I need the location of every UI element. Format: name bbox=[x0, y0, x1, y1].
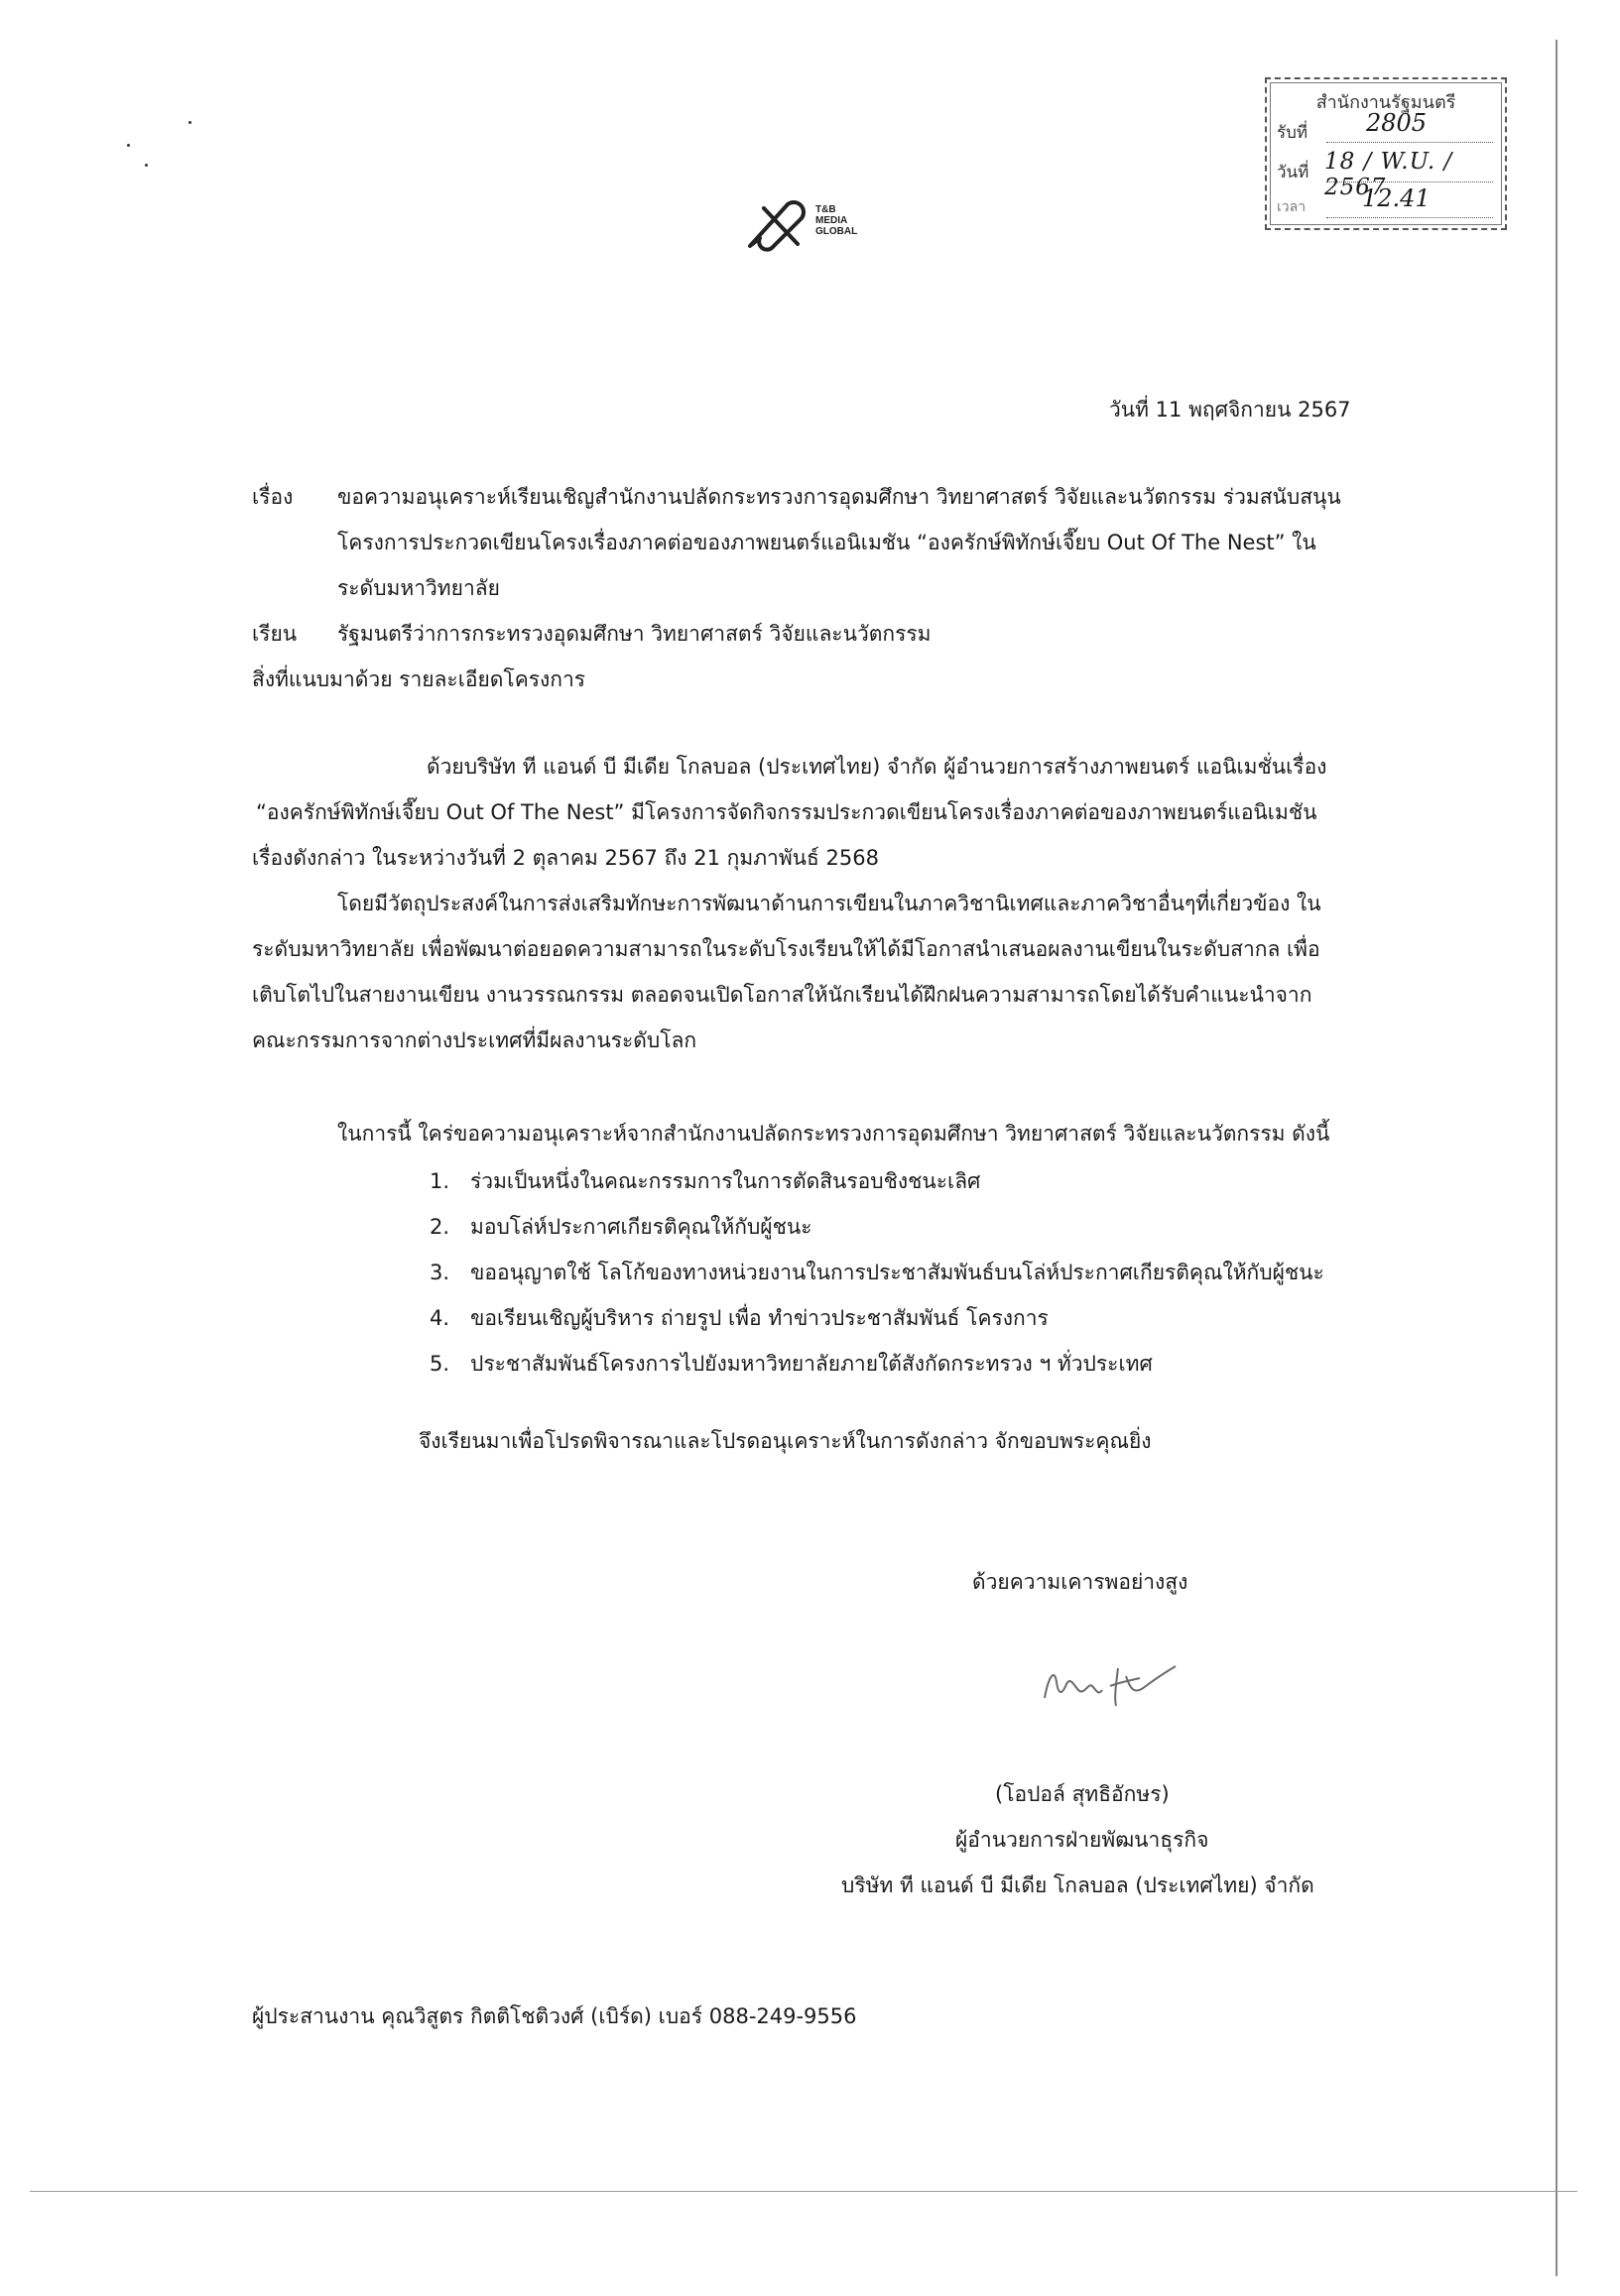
request-item-number: 3. bbox=[430, 1261, 450, 1284]
letter-date: วันที่ 11 พฤศจิกายน 2567 bbox=[1109, 398, 1351, 422]
paragraph2-line-4: คณะกรรมการจากต่างประเทศที่มีผลงานระดับโลก bbox=[252, 1028, 697, 1052]
attachment-line: สิ่งที่แนบมาด้วย รายละเอียดโครงการ bbox=[252, 667, 586, 691]
signer-name: (โอปอล์ สุทธิอักษร) bbox=[995, 1782, 1170, 1806]
stamp-date-value: 18 / W.U. / 2567 bbox=[1324, 149, 1453, 200]
logo-line-2: MEDIA bbox=[815, 215, 848, 226]
stamp-received-line bbox=[1326, 141, 1493, 143]
closing-paragraph: จึงเรียนมาเพื่อโปรดพิจารณาและโปรดอนุเคราะห์ในการดังกล่าว จักขอบพระคุณยิ่ง bbox=[419, 1429, 1152, 1453]
request-item-text: ขอเรียนเชิญผู้บริหาร ถ่ายรูป เพื่อ ทำข่าวประชาสัมพันธ์ โครงการ bbox=[470, 1306, 1049, 1330]
request-item-number: 5. bbox=[430, 1352, 450, 1376]
recipient-label: เรียน bbox=[252, 622, 298, 646]
request-item-text: มอบโล่ห์ประกาศเกียรติคุณให้กับผู้ชนะ bbox=[470, 1215, 812, 1239]
subject-line-2: โครงการประกวดเขียนโครงเรื่องภาคต่อของภาพยนตร์แอนิเมชัน “องครักษ์พิทักษ์เจี๊ยบ Out Of The Nest” ใน bbox=[337, 531, 1316, 554]
subject-line-1: ขอความอนุเคราะห์เรียนเชิญสำนักงานปลัดกระทรวงการอุดมศึกษา วิทยาศาสตร์ วิจัยและนวัตกรรม ร่วมสนับสนุน bbox=[337, 485, 1341, 509]
scan-edge-line bbox=[1556, 40, 1558, 2276]
subject-line-3: ระดับมหาวิทยาลัย bbox=[337, 576, 500, 600]
stamp-office: สำนักงานรัฐมนตรี bbox=[1315, 92, 1456, 113]
receipt-stamp bbox=[1265, 77, 1507, 230]
subject-label: เรื่อง bbox=[252, 485, 294, 509]
stamp-date-label: วันที่ bbox=[1277, 163, 1309, 182]
logo-line-1: T&B bbox=[815, 204, 836, 215]
request-item-number: 4. bbox=[430, 1306, 450, 1330]
coordinator-contact: ผู้ประสานงาน คุณวิสูตร กิตติโชติวงศ์ (เบิร์ด) เบอร์ 088-249-9556 bbox=[252, 2004, 857, 2028]
paragraph1-line-3: เรื่องดังกล่าว ในระหว่างวันที่ 2 ตุลาคม 2567 ถึง 21 กุมภาพันธ์ 2568 bbox=[252, 846, 879, 870]
request-item-text: ประชาสัมพันธ์โครงการไปยังมหาวิทยาลัยภายใต้สังกัดกระทรวง ฯ ทั่วประเทศ bbox=[470, 1352, 1153, 1376]
scan-speck bbox=[188, 121, 191, 124]
stamp-time-label: เวลา bbox=[1277, 199, 1307, 215]
logo-wordmark bbox=[815, 204, 857, 237]
request-item-text: ร่วมเป็นหนึ่งในคณะกรรมการในการตัดสินรอบชิงชนะเลิศ bbox=[470, 1169, 981, 1193]
company-logo bbox=[742, 188, 891, 258]
paragraph1-line-2: “องครักษ์พิทักษ์เจี๊ยบ Out Of The Nest” มีโครงการจัดกิจกรรมประกวดเขียนโครงเรื่องภาคต่อของภาพยนตร์แอนิเมชัน bbox=[256, 800, 1317, 824]
paragraph2-line-3: เติบโตไปในสายงานเขียน งานวรรณกรรม ตลอดจนเปิดโอกาสให้นักเรียนได้ฝึกฝนความสามารถโดยได้รับคำแนะนำจาก bbox=[252, 983, 1312, 1007]
paragraph1-line-1: ด้วยบริษัท ที แอนด์ บี มีเดีย โกลบอล (ประเทศไทย) จำกัด ผู้อำนวยการสร้างภาพยนตร์ แอนิเมชั่นเรื่อง bbox=[427, 755, 1327, 779]
stamp-time-line bbox=[1326, 216, 1493, 218]
handwritten-signature bbox=[1037, 1646, 1185, 1716]
stamp-received-no: 2805 bbox=[1366, 109, 1428, 137]
scan-bottom-line bbox=[30, 2191, 1577, 2192]
tb-logo-mark-icon bbox=[742, 188, 813, 258]
logo-line-3: GLOBAL bbox=[815, 226, 858, 237]
paragraph2-line-1: โดยมีวัตถุประสงค์ในการส่งเสริมทักษะการพัฒนาด้านการเขียนในภาควิชานิเทศและภาควิชาอื่นๆที่เกี่ยวข้อง ใน bbox=[337, 892, 1321, 915]
scan-speck bbox=[127, 144, 130, 147]
signer-company: บริษัท ที แอนด์ บี มีเดีย โกลบอล (ประเทศไทย) จำกัด bbox=[841, 1873, 1314, 1897]
paragraph2-line-2: ระดับมหาวิทยาลัย เพื่อพัฒนาต่อยอดความสามารถในระดับโรงเรียนให้ได้มีโอกาสนำเสนอผลงานเขียนในระดับสากล เพื่อ bbox=[252, 937, 1320, 961]
salutation: ด้วยความเคารพอย่างสูง bbox=[972, 1570, 1188, 1594]
recipient-text: รัฐมนตรีว่าการกระทรวงอุดมศึกษา วิทยาศาสตร์ วิจัยและนวัตกรรม bbox=[337, 622, 932, 646]
request-item-number: 2. bbox=[430, 1215, 450, 1239]
signer-position: ผู้อำนวยการฝ่ายพัฒนาธุรกิจ bbox=[955, 1828, 1209, 1852]
request-intro: ในการนี้ ใคร่ขอความอนุเคราะห์จากสำนักงานปลัดกระทรวงการอุดมศึกษา วิทยาศาสตร์ วิจัยและนวัตกรรม ดังนี้ bbox=[337, 1122, 1330, 1146]
stamp-time-value: 12.41 bbox=[1362, 184, 1431, 212]
request-item-text: ขออนุญาตใช้ โลโก้ของทางหน่วยงานในการประชาสัมพันธ์บนโล่ห์ประกาศเกียรติคุณให้กับผู้ชนะ bbox=[470, 1261, 1324, 1284]
request-item-number: 1. bbox=[430, 1169, 450, 1193]
stamp-received-label: รับที่ bbox=[1277, 123, 1308, 143]
scan-speck bbox=[145, 164, 148, 167]
